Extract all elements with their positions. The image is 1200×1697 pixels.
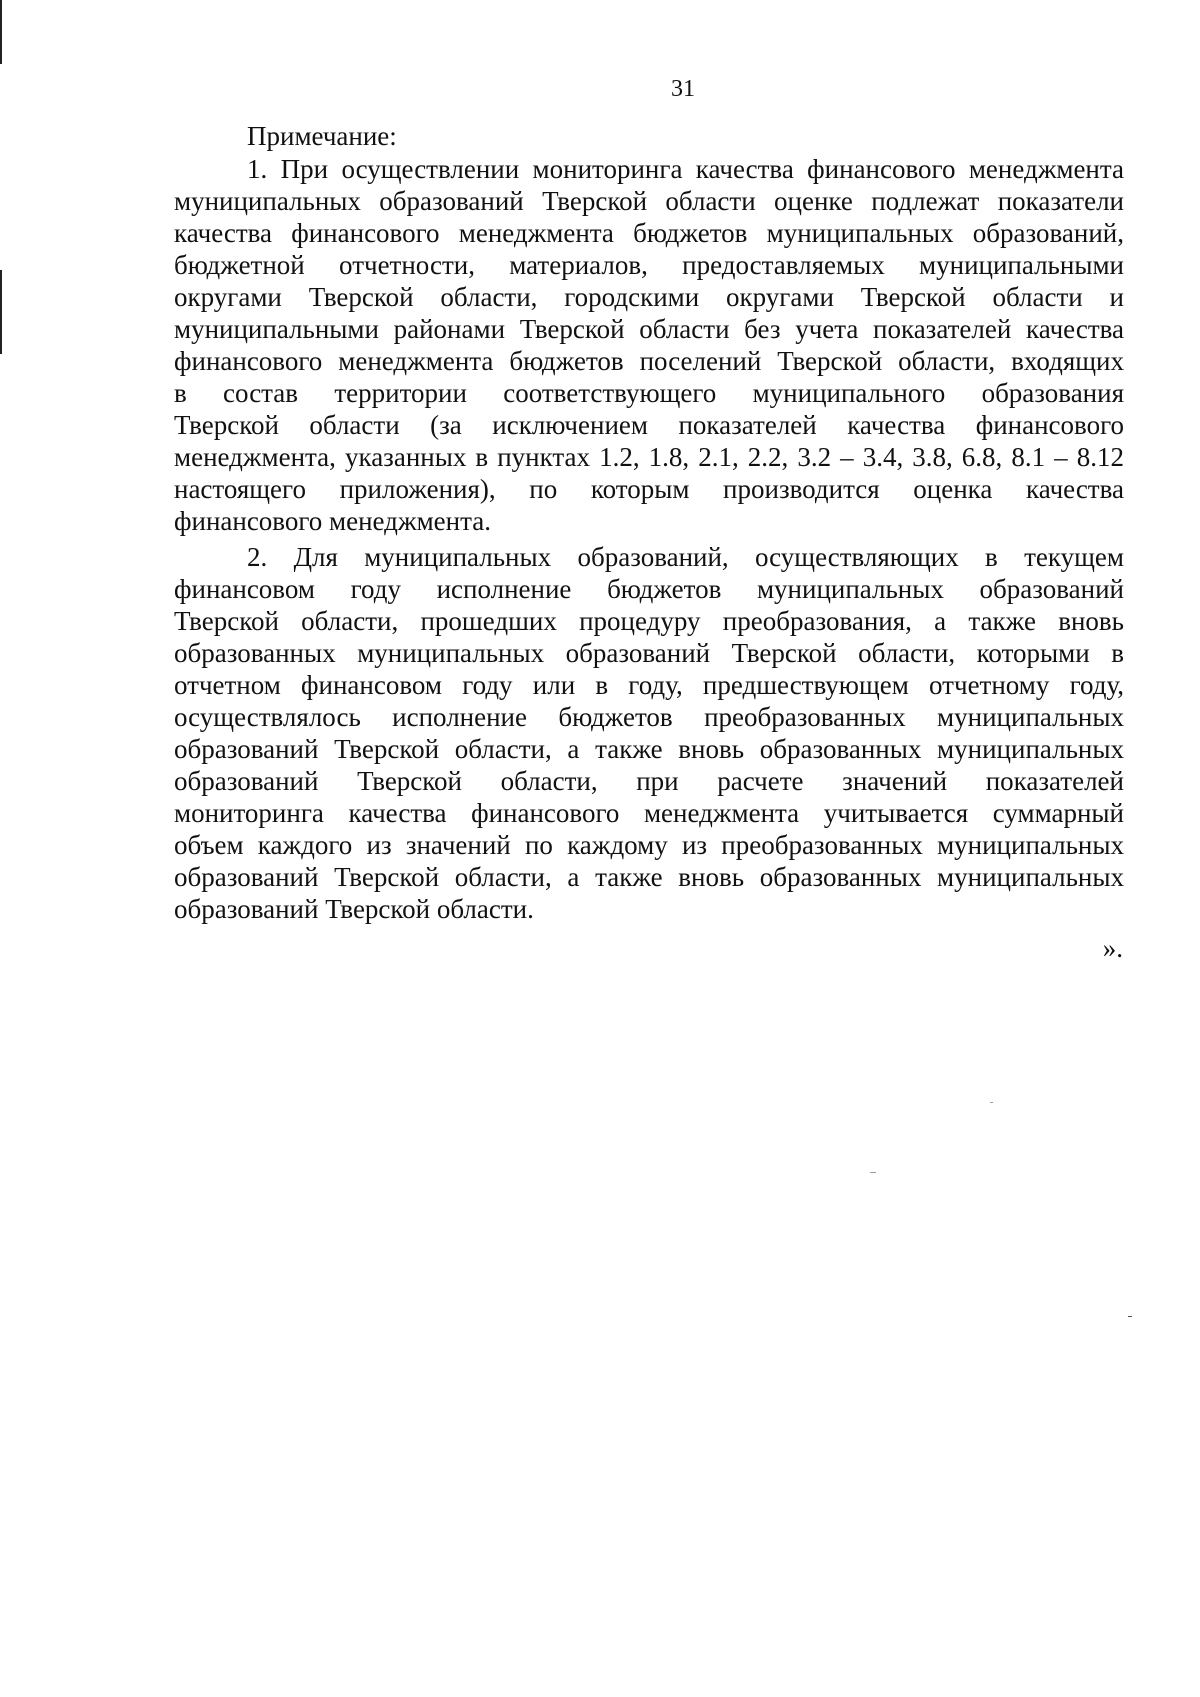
- paragraph-line: Тверской области (за исключением показателей качества финансового: [174, 410, 1124, 440]
- paragraph-line: финансовом году исполнение бюджетов муниципальных образований: [174, 574, 1124, 604]
- paragraph-line: образований Тверской области, при расчете значений показателей: [174, 766, 1124, 796]
- paragraph-line: образований Тверской области, а также вновь образованных муниципальных: [174, 734, 1124, 764]
- paragraph-line: объем каждого из значений по каждому из преобразованных муниципальных: [174, 830, 1124, 860]
- paragraph-line: образованных муниципальных образований Тверской области, которыми в: [174, 638, 1124, 668]
- scan-edge-mark: [0, 0, 2, 64]
- paragraph-line: 2. Для муниципальных образований, осуществляющих в текущем: [247, 542, 1124, 572]
- note-paragraph-2: [174, 541, 1124, 925]
- paragraph-line: округами Тверской области, городскими округами Тверской области и: [174, 282, 1124, 312]
- scan-speck: [1128, 1316, 1132, 1317]
- page-number: 31: [671, 76, 695, 102]
- note-title: Примечание:: [247, 121, 397, 151]
- paragraph-line: качества финансового менеджмента бюджетов муниципальных образований,: [174, 218, 1124, 248]
- paragraph-line: муниципальными районами Тверской области без учета показателей качества: [174, 314, 1124, 344]
- paragraph-line: образований Тверской области.: [174, 894, 534, 924]
- paragraph-line: 1. При осуществлении мониторинга качества финансового менеджмента: [247, 154, 1124, 184]
- paragraph-line: в состав территории соответствующего муниципального образования: [174, 378, 1124, 408]
- paragraph-line: муниципальных образований Тверской области оценке подлежат показатели: [174, 186, 1124, 216]
- scan-edge-mark: [0, 270, 2, 354]
- paragraph-line: бюджетной отчетности, материалов, предоставляемых муниципальными: [174, 250, 1124, 280]
- paragraph-line: финансового менеджмента бюджетов поселений Тверской области, входящих: [174, 346, 1124, 376]
- scan-speck: [990, 1102, 993, 1103]
- paragraph-line: осуществлялось исполнение бюджетов преобразованных муниципальных: [174, 702, 1124, 732]
- closing-quote-mark: ».: [1102, 933, 1123, 963]
- paragraph-line: мониторинга качества финансового менеджмента учитывается суммарный: [174, 798, 1124, 828]
- paragraph-line: образований Тверской области, а также вновь образованных муниципальных: [174, 862, 1124, 892]
- note-paragraph-1: [174, 153, 1124, 537]
- paragraph-line: Тверской области, прошедших процедуру преобразования, а также вновь: [174, 606, 1124, 636]
- scan-speck: [870, 1172, 876, 1173]
- paragraph-line: менеджмента, указанных в пунктах 1.2, 1.8, 2.1, 2.2, 3.2 – 3.4, 3.8, 6.8, 8.1 – 8.12: [174, 442, 1124, 472]
- paragraph-line: отчетном финансовом году или в году, предшествующем отчетному году,: [174, 670, 1124, 700]
- paragraph-line: финансового менеджмента.: [174, 506, 491, 536]
- paragraph-line: настоящего приложения), по которым производится оценка качества: [174, 474, 1124, 504]
